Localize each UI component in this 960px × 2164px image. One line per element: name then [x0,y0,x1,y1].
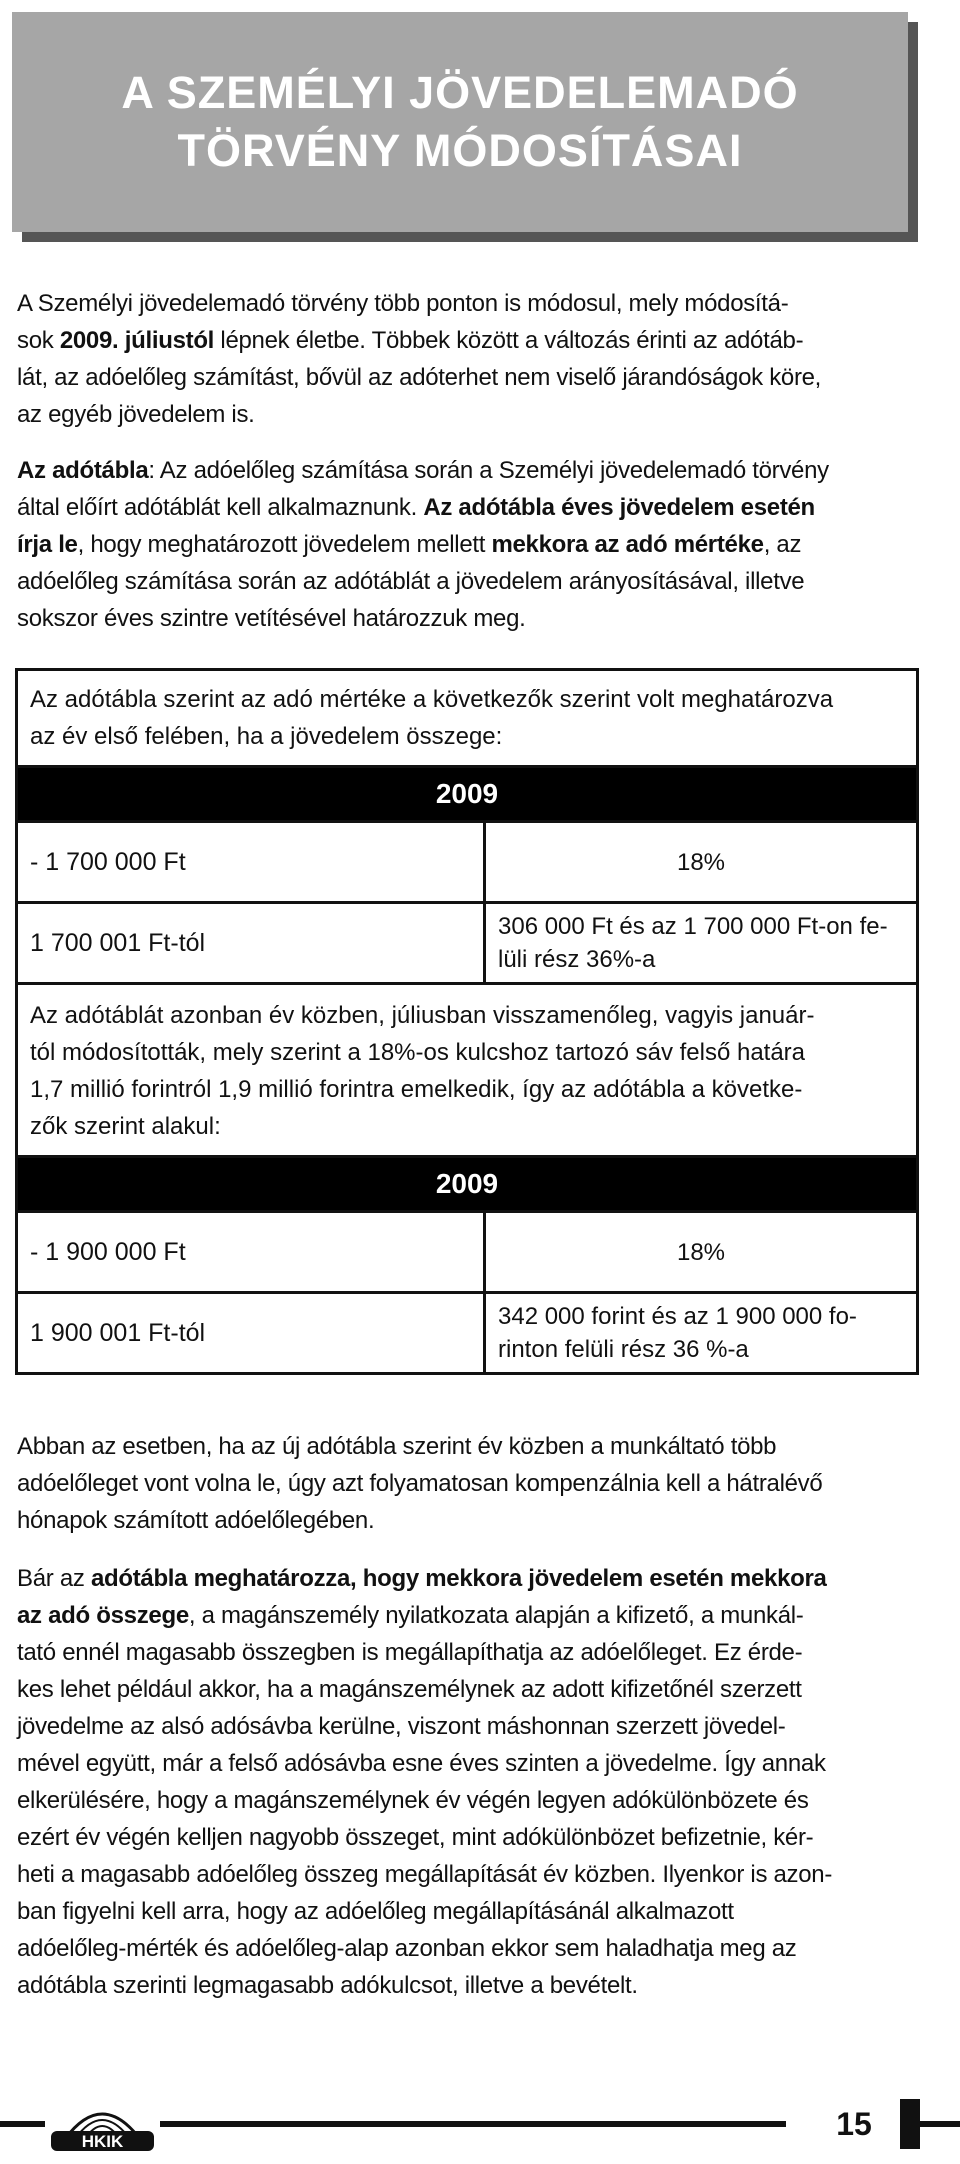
table-row [18,1294,916,1372]
text-line: sokszor éves szintre vetítésével határozzuk meg. [17,605,526,632]
year-header-2: 2009 [18,1158,916,1213]
title-box [12,12,908,232]
text-line: jövedelme az alsó adósávba kerülne, viszont máshonnan szerzett jövedel- [17,1713,786,1740]
table-row [18,823,916,904]
text-line: A Személyi jövedelemadó törvény több ponton is módosul, mely módosítá- [17,290,789,317]
text-line: adótábla szerinti legmagasabb adókulcsot, illetve a bevételt. [17,1972,638,1999]
year-header-1: 2009 [18,768,916,823]
title-line-2: TÖRVÉNY MÓDOSÍTÁSAI [177,125,743,176]
title-line-1: A SZEMÉLYI JÖVEDELEMADÓ [121,67,799,118]
text-line: Az adótábla szerint az adó mértéke a következők szerint volt meghatározva [30,686,834,713]
table-cell: 1 700 001 Ft-tól [18,904,486,982]
text-line: ezért év végén kelljen nagyobb összeget, mint adókülönbözet befizetnie, kér- [17,1824,814,1851]
adotabla-paragraph [17,452,947,637]
text-line: heti a magasabb adóelőleg összeg megállapítását év közben. Ilyenkor is azon- [17,1861,833,1888]
table-row [18,904,916,985]
text-line: sok 2009. júliustól lépnek életbe. Többek között a változás érinti az adótáb- [17,327,804,354]
text-line: ban figyelni kell arra, hogy az adóelőleg megállapításánál alkalmazott [17,1898,734,1925]
text-line: Bár az adótábla meghatározza, hogy mekkora jövedelem esetén mekkora [17,1565,827,1592]
hkik-logo [45,2095,160,2153]
text-line: hónapok számított adóelőlegében. [17,1507,375,1534]
table-cell: 18% [676,848,726,876]
table-intro [18,671,916,768]
table-cell: - 1 900 000 Ft [18,1213,486,1291]
abban-paragraph [17,1428,947,1539]
text-line: adóelőleget vont volna le, úgy azt folyamatosan kompenzálnia kell a hátralévő [17,1470,823,1497]
text-line: az év első felében, ha a jövedelem összege: [30,723,503,750]
text-line: Abban az esetben, ha az új adótábla szerint év közben a munkáltató több [17,1433,777,1460]
table-row [18,1213,916,1294]
text-line: írja le, hogy meghatározott jövedelem mellett mekkora az adó mértéke, az [17,531,802,558]
bar-paragraph [17,1560,947,2004]
text-line: Az adótáblát azonban év közben, júliusban visszamenőleg, vagyis január- [30,1002,815,1029]
text-line: Az adótábla: Az adóelőleg számítása során a Személyi jövedelemadó törvény [17,457,829,484]
text-line: 1,7 millió forintról 1,9 millió forintra emelkedik, így az adótábla a követke- [30,1076,803,1103]
text-line: adóelőleg számítása során az adótáblát a jövedelem arányosításával, illetve [17,568,805,595]
table-cell: 1 900 001 Ft-tól [18,1294,486,1372]
table-cell: - 1 700 000 Ft [18,823,486,901]
text-line: adóelőleg-mérték és adóelőleg-alap azonban ekkor sem haladhatja meg az [17,1935,797,1962]
text-line: tól módosították, mely szerint a 18%-os kulcshoz tartozó sáv felső határa [30,1039,806,1066]
table-cell: 306 000 Ft és az 1 700 000 Ft-on fe- lüli rész 36%-a [498,913,888,973]
text-line: tató ennél magasabb összegben is megállapíthatja az adóelőleget. Ez érde- [17,1639,803,1666]
table-cell: 18% [676,1238,726,1266]
text-line: az egyéb jövedelem is. [17,401,255,428]
text-line: az adó összege, a magánszemély nyilatkozata alapján a kifizető, a munkál- [17,1602,804,1629]
text-line: zők szerint alakul: [30,1113,221,1140]
page-number: 15 [804,2099,904,2149]
text-line: kes lehet például akkor, ha a magánszemélynek az adott kifizetőnél szerzett [17,1676,802,1703]
svg-text:HKIK: HKIK [81,2132,124,2151]
text-line: mével együtt, már a felső adósávba esne éves szinten a jövedelme. Így annak [17,1750,826,1777]
table-middle-text [18,985,916,1158]
page-footer [0,2095,960,2155]
text-line: elkerülésére, hogy a magánszemélynek év végén legyen adókülönbözete és [17,1787,809,1814]
text-line: által előírt adótáblát kell alkalmaznunk. Az adótábla éves jövedelem esetén [17,494,815,521]
tax-table [15,668,919,1375]
table-cell: 342 000 forint és az 1 900 000 fo- rinton felüli rész 36 %-a [498,1303,857,1363]
text-line: lát, az adóelőleg számítást, bővül az adóterhet nem viselő járandóságok köre, [17,364,822,391]
intro-paragraph [17,285,947,433]
